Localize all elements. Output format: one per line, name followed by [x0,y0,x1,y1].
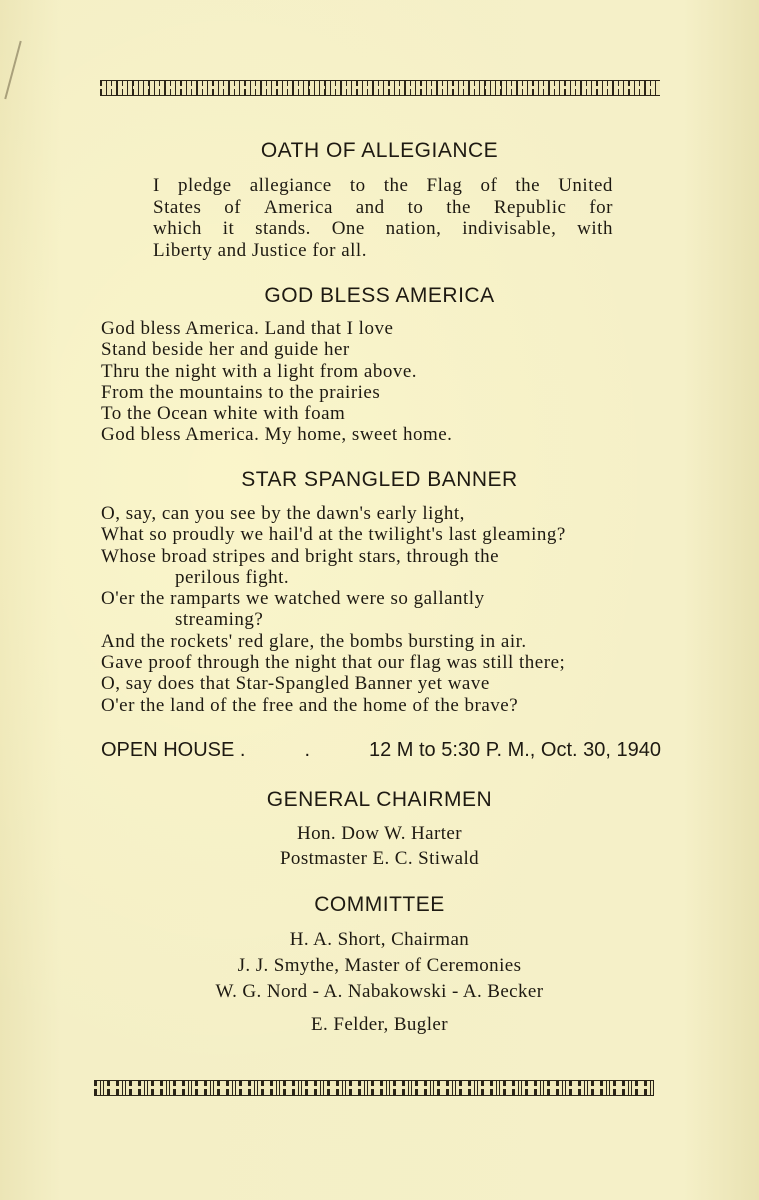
lyric-line: God bless America. Land that I love [101,318,394,339]
lyric-line: Whose broad stripes and bright stars, through the [101,545,500,567]
open-house-label: OPEN HOUSE . [101,739,246,761]
lyric-line: streaming? [175,609,264,631]
oath-line: which it stands. One nation, indivisable, with [153,218,613,239]
committee-member: J. J. Smythe, Master of Ceremonies [237,955,522,976]
oath-line: Liberty and Justice for all. [153,239,367,261]
god-bless-heading: GOD BLESS AMERICA [264,284,495,307]
lyric-line: To the Ocean white with foam [101,403,346,425]
oath-text [153,175,613,261]
open-house-dot: . [304,739,310,761]
oath-line: I pledge allegiance to the Flag of the United [153,175,613,196]
top-ornamental-border [100,80,660,96]
oath-heading: OATH OF ALLEGIANCE [260,139,499,162]
lyric-line: Gave proof through the night that our flag was still there; [101,652,566,674]
pencil-mark [4,41,21,99]
lyric-line: O, say, can you see by the dawn's early light, [101,503,465,524]
bottom-ornamental-border [94,1080,654,1096]
lyric-line: perilous fight. [175,566,290,588]
star-spangled-lyrics [101,503,681,716]
god-bless-lyrics [101,318,681,446]
lyric-line: And the rockets' red glare, the bombs bursting in air. [101,630,527,652]
committee-member: E. Felder, Bugler [311,1014,448,1035]
chairman-name: Hon. Dow W. Harter [297,823,462,844]
lyric-line: O'er the ramparts we watched were so gallantly [101,588,485,610]
open-house-time: 12 M to 5:30 P. M., Oct. 30, 1940 [368,739,661,761]
lyric-line: What so proudly we hail'd at the twilight's last gleaming? [101,524,566,546]
committee-member: H. A. Short, Chairman [289,929,470,950]
lyric-line: Stand beside her and guide her [101,339,350,361]
open-house-line [101,739,661,762]
lyric-line: From the mountains to the prairies [101,381,381,403]
committee-heading: COMMITTEE [314,893,445,916]
chairmen-heading: GENERAL CHAIRMEN [266,788,493,811]
lyric-line: O'er the land of the free and the home of the brave? [101,694,519,716]
star-spangled-heading: STAR SPANGLED BANNER [241,468,518,491]
lyric-line: O, say does that Star-Spangled Banner yet wave [101,673,490,695]
oath-line: States of America and to the Republic for [153,196,613,218]
lyric-line: God bless America. My home, sweet home. [101,424,453,446]
lyric-line: Thru the night with a light from above. [101,360,418,382]
chairman-name: Postmaster E. C. Stiwald [279,848,480,869]
committee-member: W. G. Nord - A. Nabakowski - A. Becker [215,981,544,1002]
